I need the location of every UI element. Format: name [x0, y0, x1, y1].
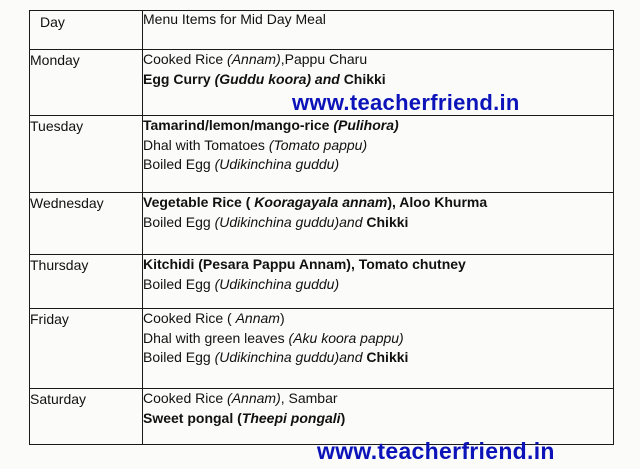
day-cell — [30, 309, 143, 389]
menu-item-line — [143, 116, 613, 136]
menu-item-text: ) — [340, 409, 346, 426]
menu-item-text: Cooked Rice ( — [143, 310, 236, 326]
menu-item-text: (Guddu koora) — [214, 70, 312, 87]
menu-item-line — [143, 309, 613, 329]
table-row — [30, 193, 614, 255]
menu-items-cell — [143, 193, 614, 255]
table-row — [30, 255, 614, 309]
menu-item-text: (Annam) — [227, 390, 281, 406]
menu-item-text: ,Pappu Charu — [280, 51, 368, 67]
watermark-top[interactable]: www.teacherfriend.in — [292, 90, 520, 115]
menu-item-line — [143, 329, 613, 349]
table-row — [30, 116, 614, 193]
menu-items-cell — [143, 309, 614, 389]
day-cell — [30, 255, 143, 309]
menu-item-text: (Udikinchina guddu) — [214, 349, 340, 365]
menu-item-text: Theepi pongali — [241, 409, 341, 426]
menu-item-text: Sweet pongal ( — [143, 409, 242, 426]
menu-item-text: (Udikinchina guddu) — [214, 275, 340, 292]
day-label: Wednesday — [30, 195, 104, 211]
menu-item-text: , Sambar — [280, 390, 338, 406]
menu-item-line — [143, 50, 613, 70]
menu-item-text: Boiled Egg — [143, 275, 215, 292]
menu-items-cell — [143, 116, 614, 193]
mid-day-meal-menu-table — [29, 10, 614, 445]
table-row — [30, 389, 614, 445]
menu-item-text: ), Aloo Khurma — [387, 194, 488, 210]
menu-item-text: (Pulihora) — [333, 117, 399, 133]
header-day-label: Day — [40, 14, 65, 30]
day-label: Monday — [30, 52, 80, 68]
menu-item-line — [143, 193, 613, 213]
menu-item-text: Vegetable Rice ( — [143, 194, 255, 210]
menu-item-line — [143, 155, 613, 175]
table-row — [30, 309, 614, 389]
day-label: Thursday — [30, 257, 89, 273]
menu-item-line — [143, 255, 613, 275]
menu-item-text: and — [339, 349, 367, 365]
menu-item-text: Annam — [235, 310, 280, 326]
menu-item-line — [143, 70, 613, 90]
menu-item-line — [143, 275, 613, 295]
menu-item-text: and — [311, 70, 344, 87]
menu-item-text: Cooked Rice — [143, 390, 228, 406]
menu-item-text: (Udikinchina guddu) — [214, 213, 340, 230]
menu-item-text: Boiled Egg — [143, 213, 215, 230]
menu-item-line — [143, 389, 613, 409]
menu-item-line — [143, 136, 613, 156]
menu-item-text: Chikki — [366, 213, 409, 230]
menu-item-text: and — [339, 213, 367, 230]
menu-item-text: Egg Curry — [143, 70, 215, 87]
day-cell — [30, 116, 143, 193]
menu-item-text: Chikki — [343, 70, 386, 87]
menu-item-text: (Annam) — [227, 51, 281, 67]
menu-items-cell — [143, 389, 614, 445]
header-day — [30, 11, 143, 50]
day-cell — [30, 50, 143, 116]
menu-item-line — [143, 409, 613, 429]
menu-item-line — [143, 213, 613, 233]
menu-item-line — [143, 348, 613, 368]
menu-item-text: ) — [279, 310, 285, 326]
menu-item-text: Dhal with green leaves — [143, 329, 289, 346]
menu-item-text: (Tomato pappu) — [268, 136, 368, 153]
menu-item-text: Kooragayala annam — [254, 194, 388, 210]
day-cell — [30, 389, 143, 445]
menu-items-cell — [143, 255, 614, 309]
menu-item-text: Dhal with Tomatoes — [143, 136, 269, 153]
menu-item-text: (Udikinchina guddu) — [214, 156, 340, 172]
header-menu-items: Menu Items for Mid Day Meal — [143, 11, 614, 50]
table-header-row — [30, 11, 614, 50]
menu-item-text: Tamarind/lemon/mango-rice — [143, 117, 334, 133]
day-label: Saturday — [30, 391, 87, 407]
menu-item-text: Boiled Egg — [143, 156, 215, 172]
menu-item-text: Chikki — [366, 349, 409, 365]
menu-item-text: Kitchidi (Pesara Pappu Annam), Tomato chutney — [143, 256, 466, 272]
watermark-bottom[interactable]: www.teacherfriend.in — [317, 438, 555, 464]
day-label: Tuesday — [30, 118, 84, 134]
day-label: Friday — [30, 311, 69, 327]
menu-item-text: (Aku koora pappu) — [288, 329, 404, 346]
day-cell — [30, 193, 143, 255]
menu-item-text: Cooked Rice — [143, 51, 228, 67]
menu-item-text: Boiled Egg — [143, 349, 215, 365]
